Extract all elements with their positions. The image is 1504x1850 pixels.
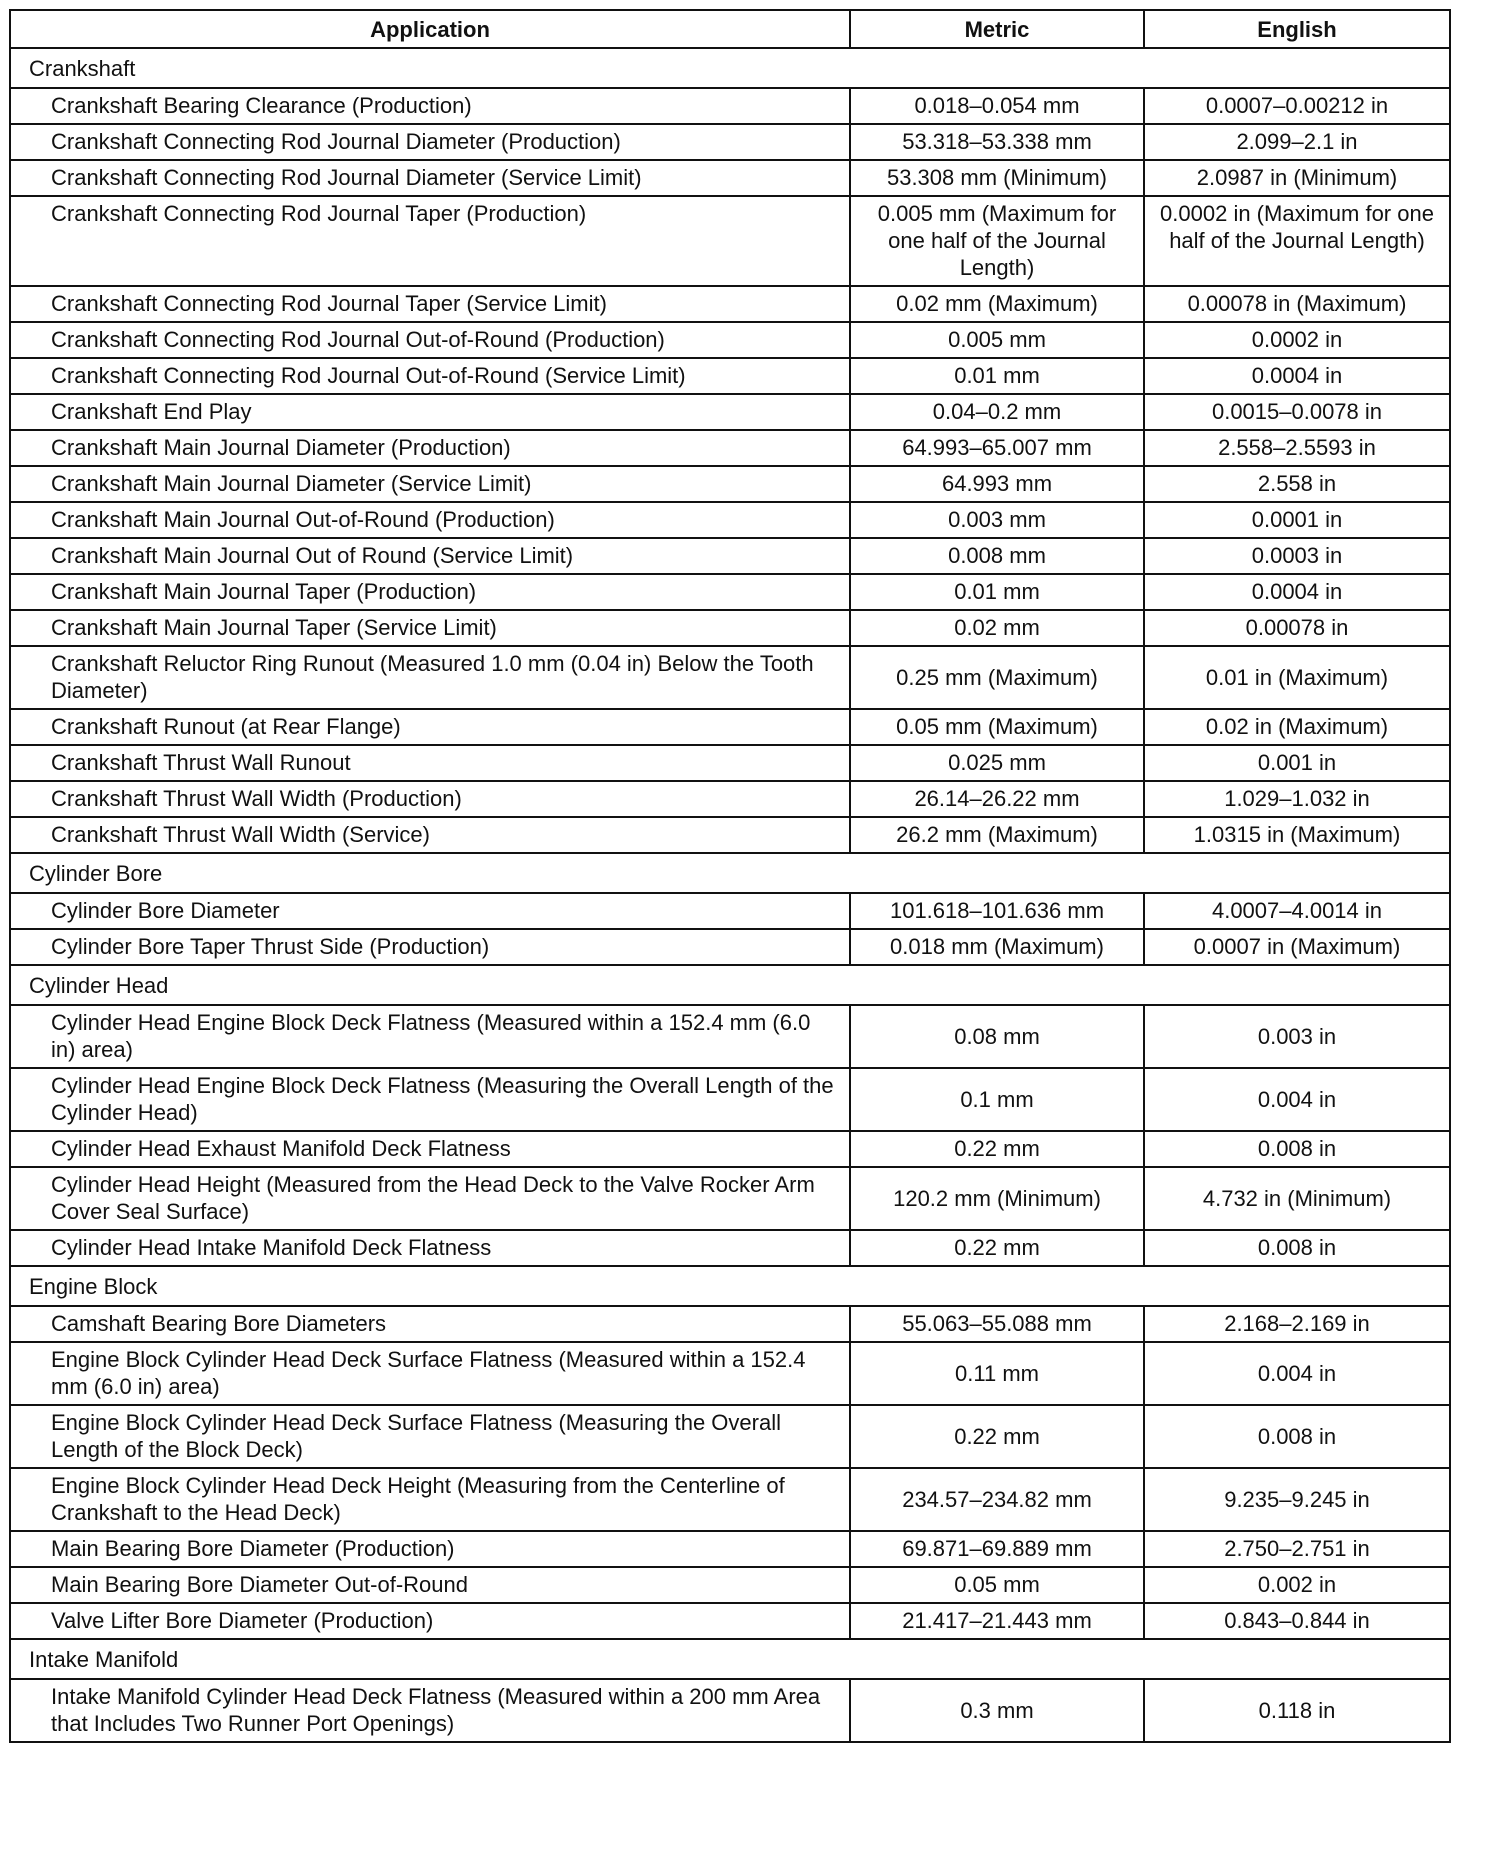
table-row bbox=[10, 893, 1450, 929]
table-row bbox=[10, 124, 1450, 160]
english-cell: 0.002 in bbox=[1144, 1567, 1450, 1603]
table-row bbox=[10, 1230, 1450, 1266]
table-row bbox=[10, 1306, 1450, 1342]
application-cell: Crankshaft Connecting Rod Journal Taper (Production) bbox=[10, 196, 850, 286]
table-row bbox=[10, 394, 1450, 430]
metric-cell: 0.008 mm bbox=[850, 538, 1144, 574]
english-cell: 0.00078 in bbox=[1144, 610, 1450, 646]
application-cell: Cylinder Head Exhaust Manifold Deck Flatness bbox=[10, 1131, 850, 1167]
table-row bbox=[10, 646, 1450, 709]
table-row bbox=[10, 538, 1450, 574]
english-cell: 0.01 in (Maximum) bbox=[1144, 646, 1450, 709]
english-cell: 0.004 in bbox=[1144, 1342, 1450, 1405]
english-cell: 0.0004 in bbox=[1144, 358, 1450, 394]
application-cell: Crankshaft Connecting Rod Journal Out-of-Round (Service Limit) bbox=[10, 358, 850, 394]
application-cell: Crankshaft Thrust Wall Width (Production) bbox=[10, 781, 850, 817]
application-cell: Crankshaft Main Journal Taper (Service Limit) bbox=[10, 610, 850, 646]
english-cell: 0.008 in bbox=[1144, 1131, 1450, 1167]
application-cell: Crankshaft Reluctor Ring Runout (Measured 1.0 mm (0.04 in) Below the Tooth Diameter) bbox=[10, 646, 850, 709]
table-row bbox=[10, 286, 1450, 322]
metric-cell: 234.57–234.82 mm bbox=[850, 1468, 1144, 1531]
table-row bbox=[10, 1468, 1450, 1531]
metric-cell: 0.018–0.054 mm bbox=[850, 88, 1144, 124]
table-row bbox=[10, 1405, 1450, 1468]
metric-cell: 0.25 mm (Maximum) bbox=[850, 646, 1144, 709]
table-row bbox=[10, 1131, 1450, 1167]
metric-cell: 0.01 mm bbox=[850, 574, 1144, 610]
application-cell: Cylinder Bore Diameter bbox=[10, 893, 850, 929]
section-header-row bbox=[10, 853, 1450, 893]
english-cell: 0.0002 in bbox=[1144, 322, 1450, 358]
table-row bbox=[10, 1342, 1450, 1405]
application-cell: Engine Block Cylinder Head Deck Surface Flatness (Measured within a 152.4 mm (6.0 in) area) bbox=[10, 1342, 850, 1405]
application-cell: Crankshaft Connecting Rod Journal Taper (Service Limit) bbox=[10, 286, 850, 322]
header-english: English bbox=[1144, 10, 1450, 48]
metric-cell: 0.018 mm (Maximum) bbox=[850, 929, 1144, 965]
application-cell: Crankshaft Connecting Rod Journal Out-of-Round (Production) bbox=[10, 322, 850, 358]
metric-cell: 0.05 mm bbox=[850, 1567, 1144, 1603]
english-cell: 1.029–1.032 in bbox=[1144, 781, 1450, 817]
english-cell: 0.0007 in (Maximum) bbox=[1144, 929, 1450, 965]
metric-cell: 0.05 mm (Maximum) bbox=[850, 709, 1144, 745]
application-cell: Crankshaft Connecting Rod Journal Diameter (Service Limit) bbox=[10, 160, 850, 196]
table-row bbox=[10, 781, 1450, 817]
metric-cell: 53.318–53.338 mm bbox=[850, 124, 1144, 160]
table-row bbox=[10, 196, 1450, 286]
english-cell: 0.003 in bbox=[1144, 1005, 1450, 1068]
section-header-row bbox=[10, 48, 1450, 88]
english-cell: 0.0001 in bbox=[1144, 502, 1450, 538]
metric-cell: 0.005 mm (Maximum for one half of the Journal Length) bbox=[850, 196, 1144, 286]
table-row bbox=[10, 88, 1450, 124]
table-row bbox=[10, 466, 1450, 502]
table-row bbox=[10, 817, 1450, 853]
table-row bbox=[10, 160, 1450, 196]
header-row bbox=[10, 10, 1450, 48]
application-cell: Crankshaft Main Journal Out-of-Round (Production) bbox=[10, 502, 850, 538]
metric-cell: 69.871–69.889 mm bbox=[850, 1531, 1144, 1567]
english-cell: 2.0987 in (Minimum) bbox=[1144, 160, 1450, 196]
english-cell: 2.168–2.169 in bbox=[1144, 1306, 1450, 1342]
application-cell: Camshaft Bearing Bore Diameters bbox=[10, 1306, 850, 1342]
english-cell: 0.00078 in (Maximum) bbox=[1144, 286, 1450, 322]
english-cell: 2.099–2.1 in bbox=[1144, 124, 1450, 160]
metric-cell: 0.02 mm (Maximum) bbox=[850, 286, 1144, 322]
table-row bbox=[10, 574, 1450, 610]
english-cell: 4.732 in (Minimum) bbox=[1144, 1167, 1450, 1230]
english-cell: 2.558 in bbox=[1144, 466, 1450, 502]
table-row bbox=[10, 1603, 1450, 1639]
application-cell: Main Bearing Bore Diameter Out-of-Round bbox=[10, 1567, 850, 1603]
application-cell: Cylinder Head Intake Manifold Deck Flatness bbox=[10, 1230, 850, 1266]
english-cell: 0.843–0.844 in bbox=[1144, 1603, 1450, 1639]
english-cell: 1.0315 in (Maximum) bbox=[1144, 817, 1450, 853]
table-row bbox=[10, 745, 1450, 781]
header-metric: Metric bbox=[850, 10, 1144, 48]
metric-cell: 0.22 mm bbox=[850, 1405, 1144, 1468]
application-cell: Engine Block Cylinder Head Deck Surface Flatness (Measuring the Overall Length of the Block Deck) bbox=[10, 1405, 850, 1468]
application-cell: Crankshaft Runout (at Rear Flange) bbox=[10, 709, 850, 745]
english-cell: 2.558–2.5593 in bbox=[1144, 430, 1450, 466]
metric-cell: 0.02 mm bbox=[850, 610, 1144, 646]
application-cell: Crankshaft Connecting Rod Journal Diameter (Production) bbox=[10, 124, 850, 160]
english-cell: 0.001 in bbox=[1144, 745, 1450, 781]
table-row bbox=[10, 322, 1450, 358]
table-row bbox=[10, 502, 1450, 538]
section-title: Cylinder Head bbox=[10, 965, 1450, 1005]
application-cell: Main Bearing Bore Diameter (Production) bbox=[10, 1531, 850, 1567]
section-header-row bbox=[10, 1266, 1450, 1306]
metric-cell: 0.003 mm bbox=[850, 502, 1144, 538]
english-cell: 0.0002 in (Maximum for one half of the Journal Length) bbox=[1144, 196, 1450, 286]
english-cell: 0.0007–0.00212 in bbox=[1144, 88, 1450, 124]
application-cell: Crankshaft End Play bbox=[10, 394, 850, 430]
application-cell: Valve Lifter Bore Diameter (Production) bbox=[10, 1603, 850, 1639]
table-row bbox=[10, 1567, 1450, 1603]
application-cell: Crankshaft Thrust Wall Width (Service) bbox=[10, 817, 850, 853]
metric-cell: 0.005 mm bbox=[850, 322, 1144, 358]
section-header-row bbox=[10, 1639, 1450, 1679]
application-cell: Crankshaft Bearing Clearance (Production) bbox=[10, 88, 850, 124]
english-cell: 0.008 in bbox=[1144, 1230, 1450, 1266]
table-row bbox=[10, 610, 1450, 646]
metric-cell: 0.04–0.2 mm bbox=[850, 394, 1144, 430]
application-cell: Crankshaft Main Journal Out of Round (Service Limit) bbox=[10, 538, 850, 574]
application-cell: Crankshaft Main Journal Diameter (Production) bbox=[10, 430, 850, 466]
metric-cell: 0.22 mm bbox=[850, 1131, 1144, 1167]
section-title: Cylinder Bore bbox=[10, 853, 1450, 893]
english-cell: 0.004 in bbox=[1144, 1068, 1450, 1131]
application-cell: Crankshaft Main Journal Taper (Production) bbox=[10, 574, 850, 610]
application-cell: Intake Manifold Cylinder Head Deck Flatness (Measured within a 200 mm Area that Includes Two Runner Port Openings) bbox=[10, 1679, 850, 1742]
metric-cell: 64.993 mm bbox=[850, 466, 1144, 502]
english-cell: 2.750–2.751 in bbox=[1144, 1531, 1450, 1567]
metric-cell: 101.618–101.636 mm bbox=[850, 893, 1144, 929]
metric-cell: 0.1 mm bbox=[850, 1068, 1144, 1131]
metric-cell: 26.14–26.22 mm bbox=[850, 781, 1144, 817]
table-row bbox=[10, 430, 1450, 466]
section-title: Crankshaft bbox=[10, 48, 1450, 88]
application-cell: Crankshaft Main Journal Diameter (Service Limit) bbox=[10, 466, 850, 502]
table-row bbox=[10, 1005, 1450, 1068]
english-cell: 0.0015–0.0078 in bbox=[1144, 394, 1450, 430]
english-cell: 0.0003 in bbox=[1144, 538, 1450, 574]
table-row bbox=[10, 1167, 1450, 1230]
application-cell: Cylinder Head Engine Block Deck Flatness (Measuring the Overall Length of the Cylinder Head) bbox=[10, 1068, 850, 1131]
english-cell: 4.0007–4.0014 in bbox=[1144, 893, 1450, 929]
metric-cell: 0.01 mm bbox=[850, 358, 1144, 394]
application-cell: Cylinder Head Engine Block Deck Flatness (Measured within a 152.4 mm (6.0 in) area) bbox=[10, 1005, 850, 1068]
metric-cell: 21.417–21.443 mm bbox=[850, 1603, 1144, 1639]
metric-cell: 64.993–65.007 mm bbox=[850, 430, 1144, 466]
application-cell: Engine Block Cylinder Head Deck Height (Measuring from the Centerline of Crankshaft to the Head Deck) bbox=[10, 1468, 850, 1531]
metric-cell: 0.22 mm bbox=[850, 1230, 1144, 1266]
english-cell: 0.118 in bbox=[1144, 1679, 1450, 1742]
metric-cell: 0.025 mm bbox=[850, 745, 1144, 781]
table-row bbox=[10, 709, 1450, 745]
table-row bbox=[10, 1679, 1450, 1742]
application-cell: Crankshaft Thrust Wall Runout bbox=[10, 745, 850, 781]
header-application: Application bbox=[10, 10, 850, 48]
metric-cell: 55.063–55.088 mm bbox=[850, 1306, 1144, 1342]
table-row bbox=[10, 1531, 1450, 1567]
english-cell: 0.0004 in bbox=[1144, 574, 1450, 610]
metric-cell: 0.3 mm bbox=[850, 1679, 1144, 1742]
english-cell: 0.02 in (Maximum) bbox=[1144, 709, 1450, 745]
table-body bbox=[10, 48, 1450, 1742]
english-cell: 9.235–9.245 in bbox=[1144, 1468, 1450, 1531]
metric-cell: 26.2 mm (Maximum) bbox=[850, 817, 1144, 853]
metric-cell: 120.2 mm (Minimum) bbox=[850, 1167, 1144, 1230]
table-row bbox=[10, 1068, 1450, 1131]
metric-cell: 0.08 mm bbox=[850, 1005, 1144, 1068]
metric-cell: 53.308 mm (Minimum) bbox=[850, 160, 1144, 196]
application-cell: Cylinder Bore Taper Thrust Side (Production) bbox=[10, 929, 850, 965]
section-title: Engine Block bbox=[10, 1266, 1450, 1306]
english-cell: 0.008 in bbox=[1144, 1405, 1450, 1468]
table-row bbox=[10, 929, 1450, 965]
section-title: Intake Manifold bbox=[10, 1639, 1450, 1679]
metric-cell: 0.11 mm bbox=[850, 1342, 1144, 1405]
application-cell: Cylinder Head Height (Measured from the Head Deck to the Valve Rocker Arm Cover Seal Surface) bbox=[10, 1167, 850, 1230]
specifications-table bbox=[9, 9, 1451, 1743]
section-header-row bbox=[10, 965, 1450, 1005]
table-row bbox=[10, 358, 1450, 394]
